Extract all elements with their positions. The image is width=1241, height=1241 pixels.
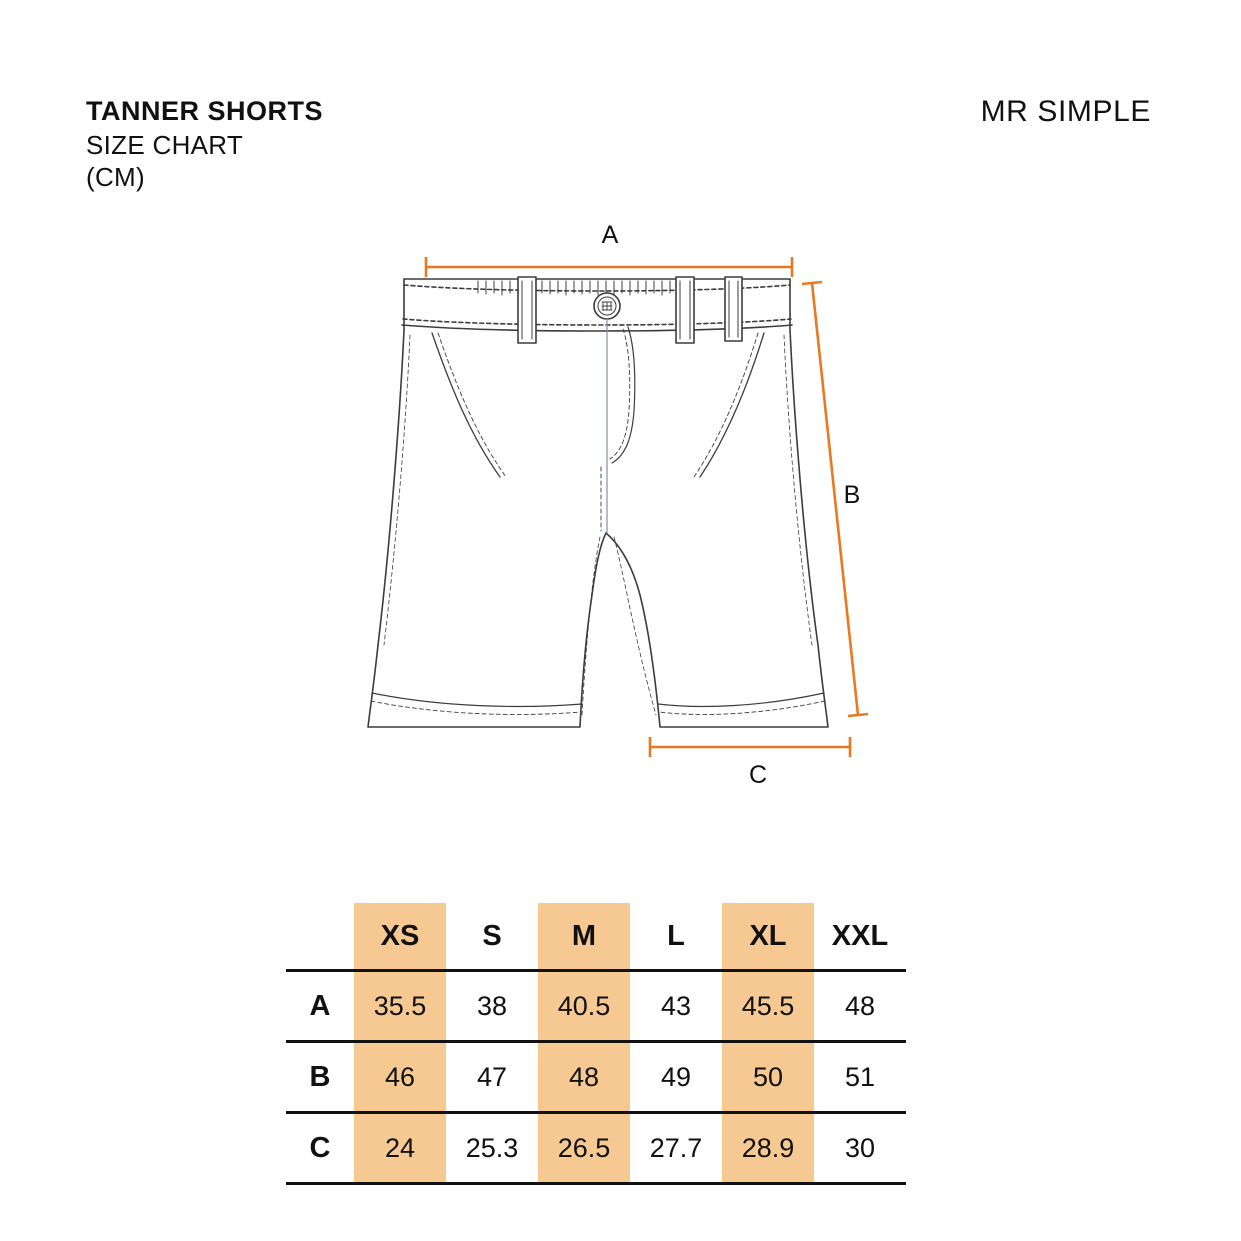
brand-name: MR SIMPLE: [980, 95, 1151, 128]
cell-c-m: 26.5: [538, 1113, 630, 1184]
cell-c-s: 25.3: [446, 1113, 538, 1184]
garment-diagram: [0, 215, 1241, 815]
cell-b-s: 47: [446, 1042, 538, 1113]
cell-a-xxl: 48: [814, 971, 906, 1042]
cell-a-xl: 45.5: [722, 971, 814, 1042]
column-header-xs: XS: [354, 903, 446, 971]
size-chart-table: [286, 903, 906, 1185]
page-title: TANNER SHORTS: [86, 96, 324, 126]
row-label-a: A: [286, 971, 354, 1042]
cell-b-xs: 46: [354, 1042, 446, 1113]
table-row: [286, 971, 906, 1042]
dimension-label-a: A: [601, 221, 619, 249]
cell-c-xxl: 30: [814, 1113, 906, 1184]
table-header-row: [286, 903, 906, 971]
column-header-m: M: [538, 903, 630, 971]
cell-b-xl: 50: [722, 1042, 814, 1113]
column-header-xxl: XXL: [831, 919, 889, 952]
cell-b-l: 49: [630, 1042, 722, 1113]
column-header-s: S: [482, 919, 502, 952]
cell-b-xxl: 51: [814, 1042, 906, 1113]
header-left: [86, 95, 323, 194]
cell-c-xs: 24: [354, 1113, 446, 1184]
cell-c-xl: 28.9: [722, 1113, 814, 1184]
column-header-l: L: [667, 919, 685, 952]
dimension-label-b: B: [843, 481, 861, 509]
cell-a-xs: 35.5: [354, 971, 446, 1042]
cell-a-l: 43: [630, 971, 722, 1042]
table-row: [286, 1042, 906, 1113]
table-row: [286, 1113, 906, 1184]
cell-b-m: 48: [538, 1042, 630, 1113]
cell-a-m: 40.5: [538, 971, 630, 1042]
cell-c-l: 27.7: [630, 1113, 722, 1184]
dimension-label-c: C: [748, 761, 768, 789]
row-label-b: B: [286, 1042, 354, 1113]
cell-a-s: 38: [446, 971, 538, 1042]
chart-units: (CM): [86, 162, 145, 193]
column-header-xl: XL: [722, 903, 814, 971]
row-label-c: C: [286, 1113, 354, 1184]
chart-subtitle: SIZE CHART: [86, 129, 244, 160]
table-corner-cell: [286, 903, 354, 971]
